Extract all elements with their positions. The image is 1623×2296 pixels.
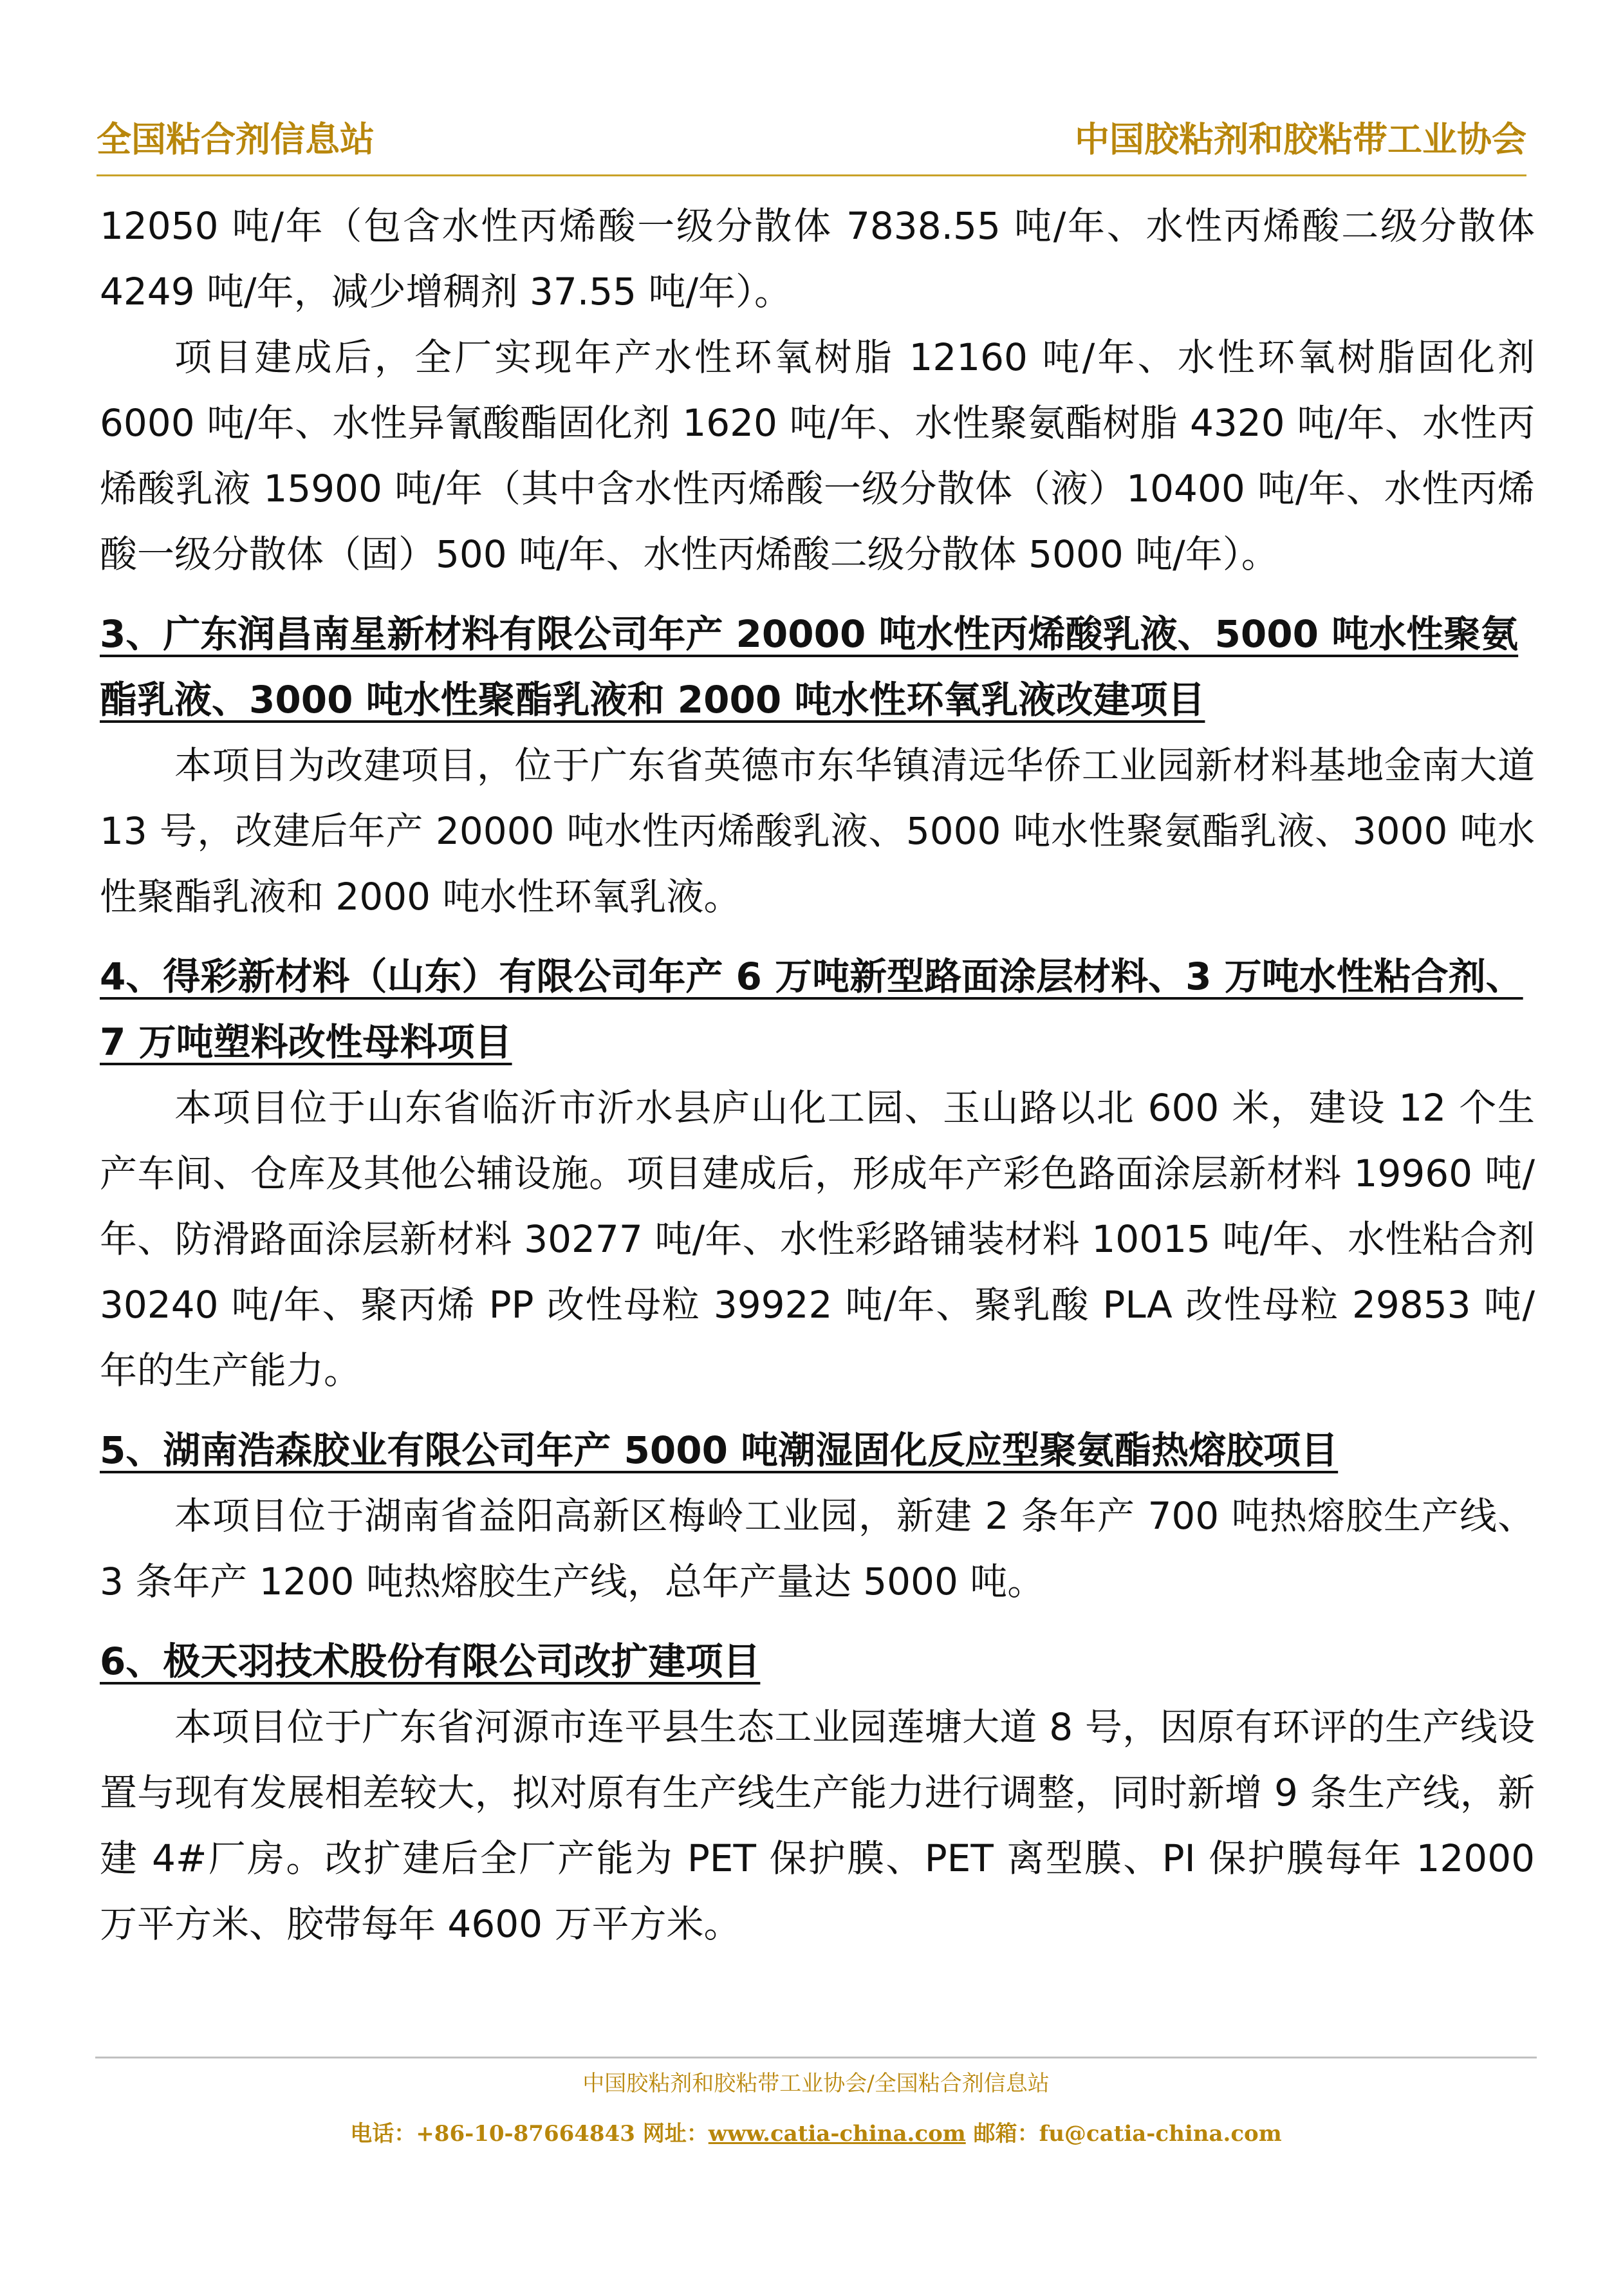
intro-paragraph-1: 12050 吨/年（包含水性丙烯酸一级分散体 7838.55 吨/年、水性丙烯酸二级分散体 4249 吨/年，减少增稠剂 37.55 吨/年）。 [100, 204, 1535, 313]
section-text-3: 本项目为改建项目，位于广东省英德市东华镇清远华侨工业园新材料基地金南大道 13 号，改建后年产 20000 吨水性丙烯酸乳液、5000 吨水性聚氨酯乳液、3000 吨水性聚酯乳液和 2000 吨水性环氧乳液。 [100, 743, 1535, 919]
footer-email-link[interactable]: fu@catia-china.com [1039, 2121, 1282, 2147]
header-right-title: 中国胶粘剂和胶粘带工业协会 [1075, 119, 1526, 160]
footer-email-label: 邮箱： [965, 2121, 1039, 2147]
footer-website-link[interactable]: www.catia-china.com [708, 2121, 966, 2147]
section-text-6: 本项目位于广东省河源市连平县生态工业园莲塘大道 8 号，因原有环评的生产线设置与现有发展相差较大，拟对原有生产线生产能力进行调整，同时新增 9 条生产线，新建 4#厂房。改扩建后全厂产能为 PET 保护膜、PET 离型膜、PI 保护膜每年 12000 万平方米、胶带每年 4600 万平方米。 [100, 1705, 1535, 1946]
section-heading-6: 6、极天羽技术股份有限公司改扩建项目 [100, 1639, 761, 1683]
document-body [100, 193, 1535, 1957]
section-text-4: 本项目位于山东省临沂市沂水县庐山化工园、玉山路以北 600 米，建设 12 个生产车间、仓库及其他公辅设施。项目建成后，形成年产彩色路面涂层新材料 19960 吨/年、防滑路面涂层新材料 30277 吨/年、水性彩路铺装材料 10015 吨/年、水性粘合剂 30240 吨/年、聚丙烯 PP 改性母粒 39922 吨/年、聚乳酸 PLA 改性母粒 29853 吨/年的生产能力。 [100, 1086, 1535, 1392]
header-left-title: 全国粘合剂信息站 [97, 119, 375, 160]
section-text-5: 本项目位于湖南省益阳高新区梅岭工业园，新建 2 条年产 700 吨热熔胶生产线、3 条年产 1200 吨热熔胶生产线，总年产量达 5000 吨。 [100, 1494, 1535, 1603]
intro-paragraph-2: 项目建成后，全厂实现年产水性环氧树脂 12160 吨/年、水性环氧树脂固化剂 6000 吨/年、水性异氰酸酯固化剂 1620 吨/年、水性聚氨酯树脂 4320 吨/年、水性丙烯酸乳液 15900 吨/年（其中含水性丙烯酸一级分散体（液）10400 吨/年、水性丙烯酸一级分散体（固）500 吨/年、水性丙烯酸二级分散体 5000 吨/年）。 [100, 335, 1535, 576]
footer-contact-line [95, 2118, 1537, 2150]
header-divider [97, 174, 1526, 176]
section-heading-4: 4、得彩新材料（山东）有限公司年产 6 万吨新型路面涂层材料、3 万吨水性粘合剂、7 万吨塑料改性母料项目 [100, 955, 1523, 1064]
section-heading-5: 5、湖南浩森胶业有限公司年产 5000 吨潮湿固化反应型聚氨酯热熔胶项目 [100, 1428, 1339, 1472]
section-heading-3: 3、广东润昌南星新材料有限公司年产 20000 吨水性丙烯酸乳液、5000 吨水性聚氨酯乳液、3000 吨水性聚酯乳液和 2000 吨水性环氧乳液改建项目 [100, 612, 1519, 722]
footer-phone: 电话：+86-10-87664843 网址： [350, 2121, 709, 2147]
footer-org-line: 中国胶粘剂和胶粘带工业协会/全国粘合剂信息站 [582, 2071, 1050, 2096]
page-header [97, 111, 1526, 182]
footer-divider [95, 2057, 1537, 2058]
